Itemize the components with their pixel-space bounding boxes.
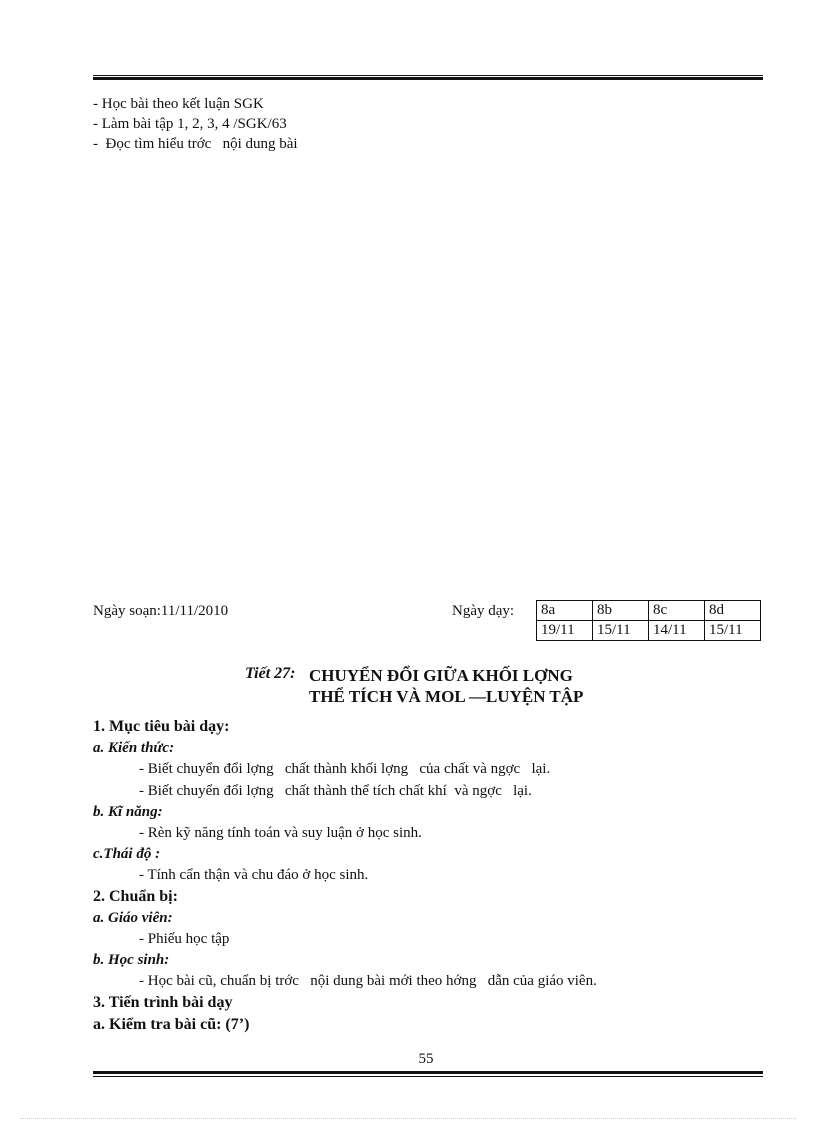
list-item: - Rèn kỹ năng tính toán và suy luận ở học sinh. (139, 825, 422, 841)
prep-date: Ngày soạn:11/11/2010 (93, 603, 229, 619)
section-heading: 3. Tiến trình bài dạy (93, 994, 233, 1011)
list-item: - Tính cẩn thận và chu đáo ở học sinh. (139, 867, 369, 883)
header-rule-thin (93, 75, 763, 76)
list-item: - Học bài cũ, chuẩn bị trớc nội dung bài mới theo hớng dẫn của giáo viên. (139, 973, 597, 989)
section-heading: 1. Mục tiêu bài dạy: (93, 718, 230, 735)
footer-rule-thin (93, 1076, 763, 1077)
schedule-class-cell: 8c (649, 601, 705, 621)
schedule-date-cell: 19/11 (537, 621, 593, 641)
homework-item: - Đọc tìm hiểu trớc nội dung bài (93, 136, 298, 152)
schedule-class-row (537, 601, 761, 621)
schedule-table (536, 600, 761, 641)
schedule-class-cell: 8d (705, 601, 761, 621)
lesson-title-line2: THỂ TÍCH VÀ MOL —LUYỆN TẬP (309, 687, 584, 706)
schedule-date-cell: 15/11 (705, 621, 761, 641)
list-item: - Biết chuyển đổi lợng chất thành khối lợng của chất và ngợc lại. (139, 761, 551, 777)
subsection-heading: b. Học sinh: (93, 952, 170, 968)
schedule-class-cell: 8a (537, 601, 593, 621)
schedule-date-row (537, 621, 761, 641)
subsection-heading: b. Kĩ năng: (93, 804, 163, 820)
lesson-body (93, 716, 763, 1036)
homework-item: - Làm bài tập 1, 2, 3, 4 /SGK/63 (93, 116, 287, 132)
homework-item: - Học bài theo kết luận SGK (93, 96, 264, 112)
schedule-class-cell: 8b (593, 601, 649, 621)
schedule-date-cell: 15/11 (593, 621, 649, 641)
subsection-heading: a. Giáo viên: (93, 910, 173, 926)
subsection-heading: c.Thái độ : (93, 846, 161, 862)
lesson-title-line1: CHUYỂN ĐỔI GIỮA KHỐI LỢNG (309, 666, 573, 685)
list-item: - Phiếu học tập (139, 931, 230, 947)
homework-list (93, 94, 298, 154)
header-rule-thick (93, 77, 763, 80)
page-edge-dotted-line (20, 1118, 796, 1119)
section-heading: a. Kiểm tra bài cũ: (7’) (93, 1016, 250, 1033)
page-number: 55 (418, 1051, 434, 1067)
section-heading: 2. Chuẩn bị: (93, 888, 178, 905)
footer-rule-thick (93, 1071, 763, 1074)
list-item: - Biết chuyển đổi lợng chất thành thể tích chất khí và ngợc lại. (139, 783, 532, 799)
teach-date-label: Ngày dạy: (452, 603, 515, 619)
subsection-heading: a. Kiến thức: (93, 740, 175, 756)
schedule-date-cell: 14/11 (649, 621, 705, 641)
lesson-number: Tiết 27: (245, 665, 296, 682)
